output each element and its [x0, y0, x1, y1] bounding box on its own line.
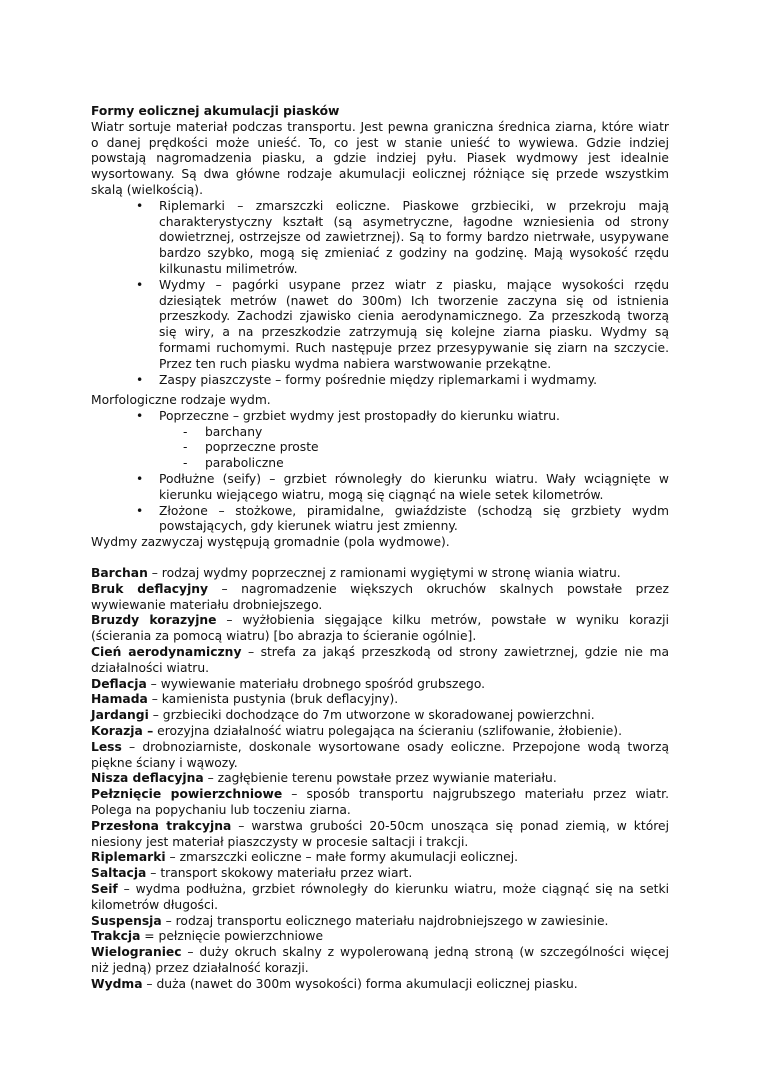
- glossary-definition: – grzbieciki dochodzące do 7m utworzone w skoradowanej powierzchni.: [148, 708, 595, 723]
- glossary-entry: [91, 613, 669, 645]
- glossary-term: Nisza deflacyjna: [91, 771, 204, 786]
- section-heading: Morfologiczne rodzaje wydm.: [91, 393, 271, 407]
- glossary-definition: erozyjna działalność wiatru polegająca na ścieraniu (szlifowanie, żłobienie).: [153, 723, 623, 738]
- glossary-definition: – duża (nawet do 300m wysokości) forma akumulacji eolicznej piasku.: [142, 976, 578, 991]
- subtypes-list: [91, 425, 669, 472]
- glossary-entry: [91, 850, 669, 866]
- glossary-entry: [91, 708, 669, 724]
- glossary-term: Jardangi: [91, 708, 149, 723]
- dune-types-list: [91, 409, 669, 425]
- glossary-entry: [91, 945, 669, 977]
- glossary-definition: = pełznięcie powierzchniowe: [140, 929, 324, 944]
- glossary-definition: – zmarszczki eoliczne – małe formy akumulacji eolicznej.: [165, 850, 519, 865]
- glossary-definition: – duży okruch skalny z wypolerowaną jedną stroną (w szczególności więcej niż jedną) przez działalność korazji.: [91, 945, 669, 975]
- glossary-term: Wielograniec: [91, 945, 182, 960]
- list-item: • Zaspy piaszczyste – formy pośrednie między riplemarkami i wydmamy.: [91, 373, 669, 389]
- glossary-entry: [91, 566, 669, 582]
- glossary-term: Less: [91, 739, 122, 754]
- glossary-term: Trakcja: [91, 929, 141, 944]
- list-item: - poprzeczne proste: [91, 440, 669, 456]
- glossary-entry: [91, 692, 669, 708]
- glossary-definition: – wydma podłużna, grzbiet równoległy do kierunku wiatru, może ciągnąć się na setki kilometrów długości.: [91, 881, 669, 912]
- glossary-entry: [91, 645, 669, 677]
- glossary-term: Hamada: [91, 692, 148, 707]
- glossary-definition: – nagromadzenie większych okruchów skalnych powstałe przez wywiewanie materiału drobniejszego.: [91, 581, 669, 612]
- section-morfologiczne: [91, 393, 669, 551]
- list-item: • Wydmy – pagórki usypane przez wiatr z piasku, mające wysokości rzędu dziesiątek metrów (nawet do 300m) Ich tworzenie zaczyna się od istnienia przeszkody. Zachodzi zjawisko cienia aerodynamicznego. Za przeszkodą tworzą się wiry, a na przeszkodzie zatrzymują się kolejne ziarna piasku. Wydmy są formami ruchomymi. Ruch następuje przez przesypywanie się ziarn na szczycie. Przez ten ruch piasku wydma nabiera warstwowanie przekątne.: [91, 278, 669, 373]
- glossary: [91, 566, 669, 993]
- glossary-term: Korazja –: [91, 723, 154, 738]
- glossary-term: Bruzdy korazyjne: [91, 613, 217, 628]
- list-item: • Podłużne (seify) – grzbiet równoległy do kierunku wiatru. Wały wciągnięte w kierunku wiejącego wiatru, mogą się ciągnąć na wiele setek kilometrów.: [91, 472, 669, 504]
- glossary-definition: – sposób transportu najgrubszego materiału przez wiatr. Polega na popychaniu lub toczeniu ziarna.: [91, 787, 669, 817]
- list-item: • Riplemarki – zmarszczki eoliczne. Piaskowe grzbieciki, w przekroju mają charakterystyczny kształt (są asymetryczne, łagodne wzniesienia od strony dowietrznej, ostrzejsze od zawietrznej). Są to formy bardzo nietrwałe, usypywane bardzo szybko, mogą się zmieniać z godziny na godzinę. Mają wysokość rzędu kilkunastu milimetrów.: [91, 199, 669, 278]
- glossary-entry: [91, 771, 669, 787]
- glossary-entry: [91, 882, 669, 914]
- dune-types-list-cont: [91, 472, 669, 535]
- glossary-entry: [91, 582, 669, 614]
- list-item: • Złożone – stożkowe, piramidalne, gwiaździste (schodzą się grzbiety wydm powstających, gdy kierunek wiatru jest zmienny.: [91, 504, 669, 536]
- glossary-definition: – rodzaj wydmy poprzecznej z ramionami wygiętymi w stronę wiania wiatru.: [147, 566, 621, 580]
- glossary-entry: [91, 740, 669, 772]
- closing-line: Wydmy zazwyczaj występują gromadnie (pola wydmowe).: [91, 535, 450, 550]
- glossary-term: Suspensja: [91, 913, 162, 928]
- glossary-entry: [91, 929, 669, 945]
- glossary-definition: – warstwa grubości 20-50cm unosząca się ponad ziemią, w której niesiony jest materiał piaszczysty w procesie saltacji i trakcji.: [91, 818, 670, 849]
- list-item: - paraboliczne: [91, 456, 669, 472]
- glossary-entry: [91, 787, 669, 819]
- glossary-term: Przesłona trakcyjna: [91, 818, 232, 833]
- glossary-entry: [91, 914, 669, 930]
- forms-list: [91, 199, 669, 389]
- glossary-term: Seif: [91, 881, 118, 896]
- glossary-entry: [91, 724, 669, 740]
- glossary-entry: [91, 677, 669, 693]
- glossary-definition: – transport skokowy materiału przez wiart.: [146, 866, 413, 881]
- glossary-definition: – drobnoziarniste, doskonale wysortowane osady eoliczne. Przepojone wodą tworzą piękne ściany i wąwozy.: [91, 739, 669, 770]
- glossary-term: Pełznięcie powierzchniowe: [91, 787, 283, 802]
- glossary-definition: – zagłębienie terenu powstałe przez wywianie materiału.: [203, 771, 557, 786]
- glossary-entry: [91, 977, 669, 993]
- glossary-term: Wydma: [91, 976, 143, 991]
- glossary-definition: – kamienista pustynia (bruk deflacyjny).: [147, 692, 399, 707]
- intro-paragraph: Wiatr sortuje materiał podczas transportu. Jest pewna graniczna średnica ziarna, które wiatr o danej prędkości może unieść. To, co jest w stanie unieść to wywiewa. Gdzie indziej powstają nagromadzenia piasku, a gdzie indziej pyłu. Piasek wydmowy jest idealnie wysortowany. Są dwa główne rodzaje akumulacji eolicznej różniące się przede wszystkim skalą (wielkością).: [91, 119, 669, 197]
- section-formy: [91, 104, 669, 388]
- glossary-entry: [91, 819, 669, 851]
- glossary-term: Saltacja: [91, 866, 147, 881]
- glossary-entry: [91, 866, 669, 882]
- glossary-term: Bruk deflacyjny: [91, 581, 209, 596]
- glossary-term: Riplemarki: [91, 850, 166, 865]
- glossary-definition: – strefa za jakąś przeszkodą od strony zawietrznej, gdzie nie ma działalności wiatru.: [91, 644, 669, 675]
- glossary-term: Deflacja: [91, 676, 147, 691]
- list-item: - barchany: [91, 425, 669, 441]
- glossary-definition: – wyżłobienia sięgające kilku metrów, powstałe w wyniku korazji (ścierania za pomocą wiatru) [bo abrazja to ścieranie ogólnie].: [91, 613, 669, 644]
- list-item: • Poprzeczne – grzbiet wydmy jest prostopadły do kierunku wiatru.: [91, 409, 669, 425]
- glossary-definition: – wywiewanie materiału drobnego spośród grubszego.: [146, 676, 486, 691]
- section-title: Formy eolicznej akumulacji piasków: [91, 104, 340, 118]
- glossary-term: Cień aerodynamiczny: [91, 644, 242, 659]
- glossary-definition: – rodzaj transportu eolicznego materiału najdrobniejszego w zawiesinie.: [161, 913, 609, 928]
- glossary-term: Barchan: [91, 566, 148, 580]
